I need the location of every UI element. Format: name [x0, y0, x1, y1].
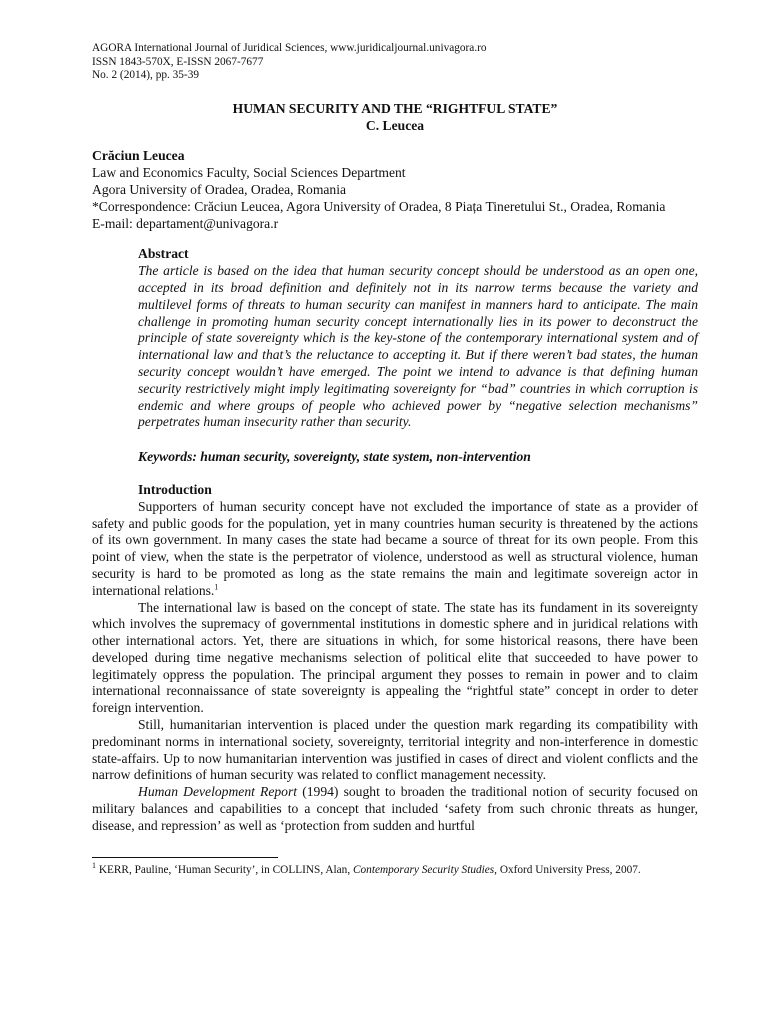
introduction-section: [92, 482, 698, 835]
keywords: Keywords: human security, sovereignty, state system, non-intervention: [138, 449, 531, 465]
intro-paragraph-4: [92, 784, 698, 834]
abstract-text: The article is based on the idea that human security concept should be understood as an open one, accepted in its broad definition and definitely not in its narrow terms because the variety and multilevel forms of threats to human security can manifest in manners hard to anticipate. The main challenge in promoting human security concept internationally lies in its power to deconstruct the principle of state sovereignty which is the key-stone of the contemporary international system and of international law and that’s the reluctance to accepting it. But if there weren’t bad states, the human security concept wouldn’t have emerged. The point we intend to advance is that defining human security restrictively might imply legitimating sovereignty for “bad” countries in which corruption is endemic and where groups of people who achieved power by “negative selection mechanisms” perpetrates human insecurity rather than security.: [138, 263, 698, 430]
intro-paragraph-1: [92, 499, 698, 600]
intro-paragraph-1-text: Supporters of human security concept have not excluded the importance of state as a provider of safety and public goods for the population, yet in many countries human security is threatened by the actions of its own government. In many cases the state had became a source of threat for its own people. From this point of view, when the state is the perpetrator of violence, understood as well as structural violence, human security is hard to be promoted as long as the state remains the main and legitimate sovereign actor in international relations.: [92, 498, 698, 598]
paper-title-block: [92, 101, 698, 135]
footnote-1: [92, 860, 698, 878]
abstract-section: [92, 246, 698, 431]
journal-issn: ISSN 1843-570X, E-ISSN 2067-7677: [92, 55, 264, 68]
footnote-text-post: Oxford University Press, 2007.: [497, 863, 641, 876]
journal-issue: No. 2 (2014), pp. 35-39: [92, 69, 199, 82]
paper-title: HUMAN SECURITY AND THE “RIGHTFUL STATE”: [232, 100, 558, 116]
footnote-text-pre: KERR, Pauline, ‘Human Security’, in COLLINS, Alan,: [96, 863, 353, 876]
journal-line-1: AGORA International Journal of Juridical Sciences, www.juridicaljournal.univagora.ro: [92, 42, 487, 54]
paper-author-short: C. Leucea: [365, 117, 425, 133]
intro-paragraph-3: Still, humanitarian intervention is placed under the question mark regarding its compatibility with predominant norms in international society, sovereignty, territorial integrity and non-interference in domestic state-affairs. Up to now humanitarian intervention was justified in cases of direct and violent conflicts and the narrow definitions of human security was related to conflict management necessity.: [92, 717, 698, 783]
abstract-heading: Abstract: [138, 246, 189, 262]
footnote-reference[interactable]: 1: [214, 582, 219, 592]
intro-paragraph-4-text: (1994) sought to broaden the traditional notion of security focused on military balances and capabilities to a concept that included ‘safety from such chronic threats as hunger, disease, and repression’ as well as ‘protection from sudden and hurtful: [92, 784, 698, 833]
intro-paragraph-2: The international law is based on the concept of state. The state has its fundament in its sovereignty which involves the supremacy of governmental institutions in domestic sphere and in juridical relations with other international actors. Yet, there are situations in which, for some historical reasons, there have been developed during time negative mechanisms selection of political elite that succeeded to have power to legitimately oppress the population. The principal argument they posses to remain in power and to claim international reconnaissance of state sovereignty is appealing the “rightful state” concept in order to deter foreign intervention.: [92, 599, 698, 716]
footnote-mark: 1: [92, 860, 96, 870]
introduction-heading: Introduction: [138, 481, 212, 497]
report-title: Human Development Report: [138, 784, 298, 800]
journal-header: [92, 42, 698, 83]
author-email: E-mail: departament@univagora.r: [92, 215, 279, 231]
footnote-book-title: Contemporary Security Studies,: [352, 863, 497, 876]
author-affiliation-university: Agora University of Oradea, Oradea, Romania: [92, 181, 347, 197]
author-affiliation-faculty: Law and Economics Faculty, Social Sciences Department: [92, 165, 406, 181]
author-name: Crăciun Leucea: [92, 148, 185, 164]
footnote-divider: [92, 857, 278, 858]
document-page: [92, 42, 698, 877]
author-correspondence: *Correspondence: Crăciun Leucea, Agora University of Oradea, 8 Piața Tineretului St., Oradea, Romania: [92, 198, 666, 214]
author-block: [92, 148, 698, 232]
